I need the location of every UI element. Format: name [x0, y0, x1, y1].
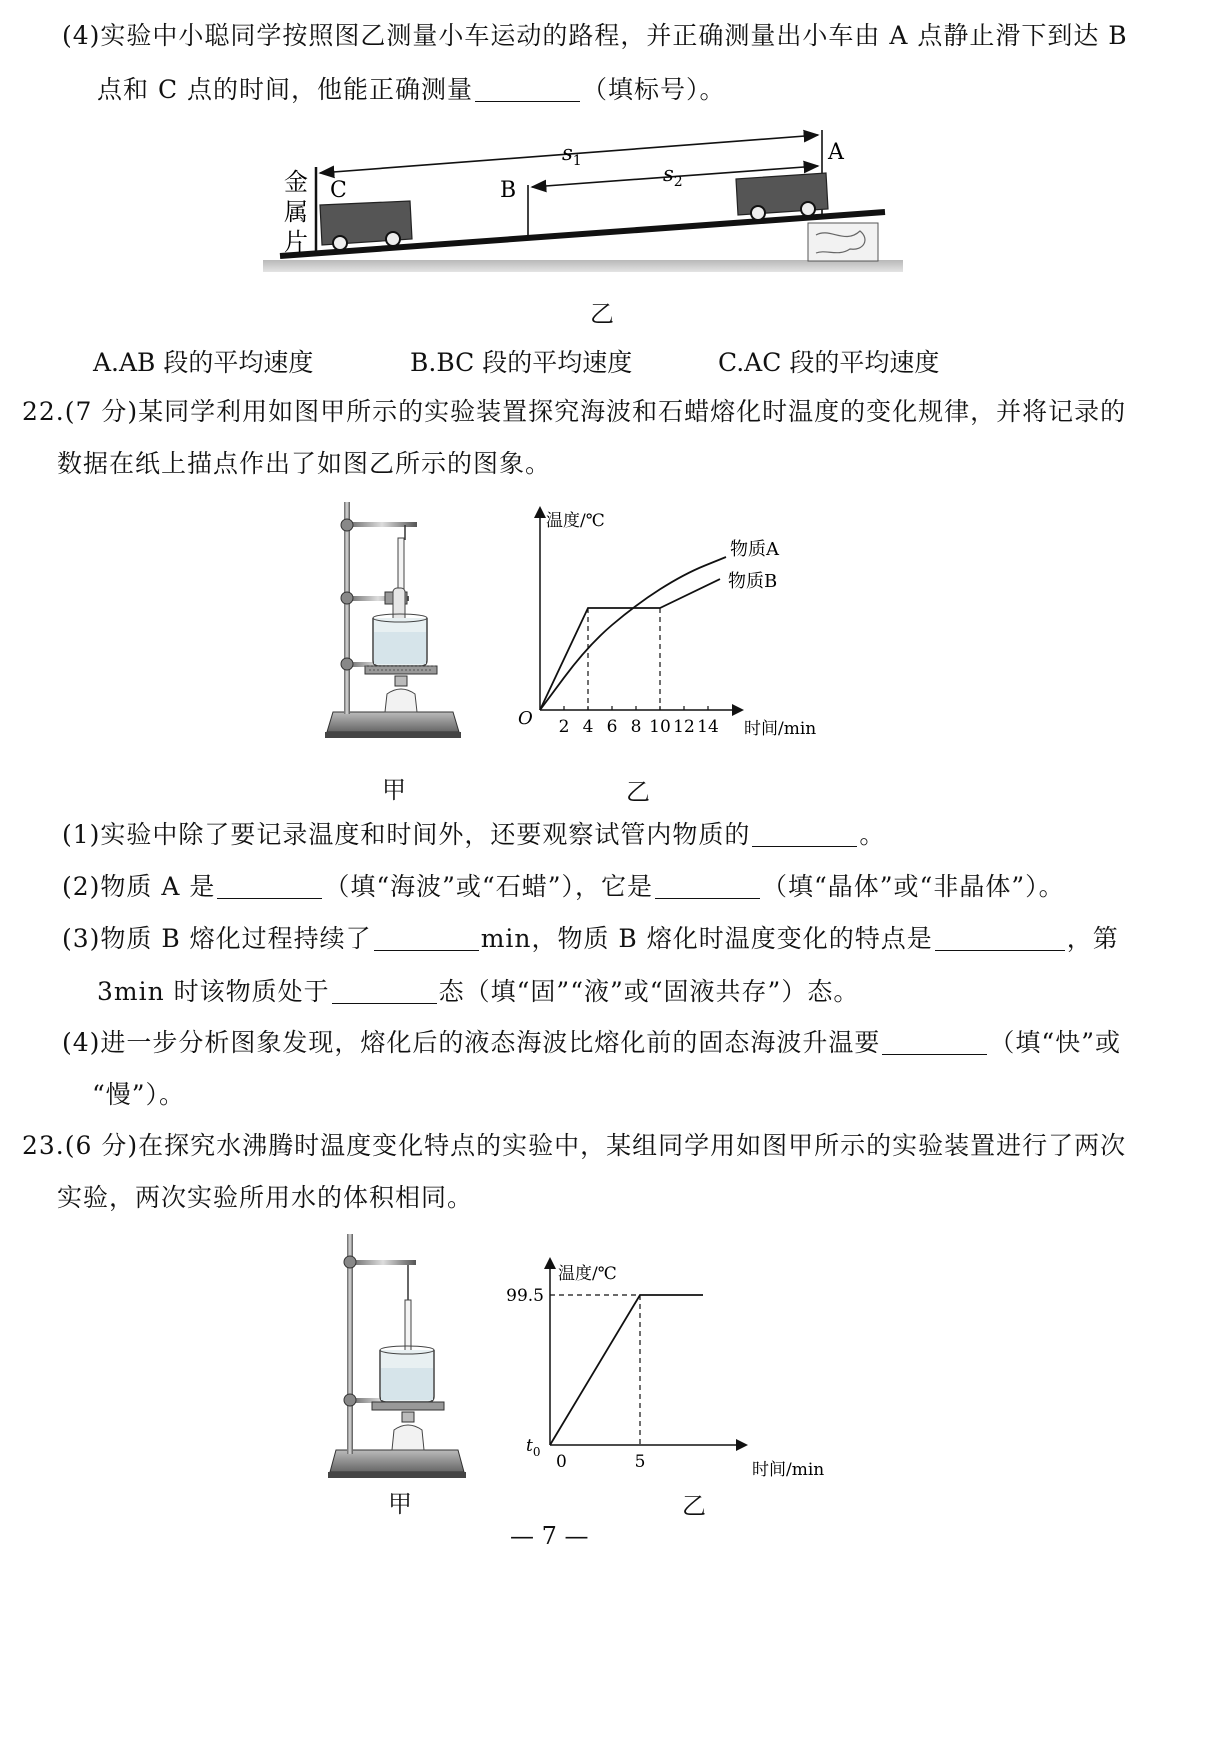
x-tick-label: 8 — [630, 717, 642, 737]
q21-4-line2-end: （填标号）。 — [582, 75, 726, 104]
x-tick-label: 12 — [673, 717, 695, 737]
q22-sub2 — [62, 869, 1065, 905]
metal-label-3: 片 — [284, 228, 308, 256]
support-block — [808, 223, 878, 261]
option-C[interactable]: C.AC 段的平均速度 — [718, 348, 940, 377]
car-at-A — [736, 173, 828, 220]
q22-sub4-text-a: (4)进一步分析图象发现，熔化后的液态海波比熔化前的固态海波升温要 — [62, 1028, 881, 1057]
car-at-C — [320, 201, 412, 250]
q21-4-line2-text: 点和 C 点的时间，他能正确测量 — [97, 75, 474, 104]
label-s2: $s_2$ — [663, 162, 683, 190]
answer-blank[interactable] — [752, 820, 857, 847]
q22-sub1-end: 。 — [859, 820, 886, 849]
q21-4-line1: (4)实验中小聪同学按照图乙测量小车运动的路程，并正确测量出小车由 A 点静止滑下到达 B — [62, 21, 1128, 50]
x-axis-label: 时间/min — [744, 719, 817, 739]
heating-apparatus-q23 — [328, 1232, 473, 1487]
option-B[interactable]: B.BC 段的平均速度 — [410, 348, 633, 377]
series-line-A — [540, 557, 726, 710]
q22-sub3 — [62, 921, 1119, 957]
q22-sub3-cont — [97, 974, 859, 1010]
q22-sub4-text-b: （填“快”或 — [989, 1028, 1121, 1057]
q22-sub1 — [62, 817, 885, 853]
incline-figure — [260, 125, 910, 285]
heating-apparatus-q22 — [325, 500, 465, 745]
y-tick-label-t0: $t_0$ — [526, 1436, 541, 1459]
series-line-B — [540, 579, 720, 710]
q22-sub4 — [62, 1025, 1121, 1061]
answer-blank[interactable] — [935, 924, 1065, 951]
label-s1: $s_1$ — [562, 141, 582, 169]
page-number: — 7 — — [510, 1522, 589, 1550]
boiling-chart — [506, 1255, 825, 1490]
x-axis-label: 时间/min — [752, 1460, 825, 1480]
label-C: C — [330, 178, 347, 203]
answer-blank[interactable] — [217, 872, 322, 899]
apparatus-caption-q22: 甲 — [382, 776, 406, 804]
answer-blank[interactable] — [882, 1028, 987, 1055]
metal-label-1: 金 — [284, 168, 308, 196]
series-line — [550, 1295, 703, 1445]
q22-stem-line1: 22.(7 分)某同学利用如图甲所示的实验装置探究海波和石蜡熔化时温度的变化规律，并将记录的 — [22, 397, 1127, 426]
label-A: A — [828, 140, 844, 165]
melting-chart — [510, 500, 817, 750]
figure-caption: 乙 — [590, 300, 614, 328]
q21-4-line2 — [97, 72, 726, 108]
chart-caption-q22: 乙 — [626, 778, 650, 806]
y-tick-label-99-5: 99.5 — [506, 1286, 544, 1306]
y-axis-label: 温度/℃ — [546, 511, 605, 531]
q22-sub4-cont: “慢”）。 — [92, 1080, 186, 1109]
q22-stem-line2: 数据在纸上描点作出了如图乙所示的图象。 — [57, 449, 552, 478]
x-tick-label-5: 5 — [634, 1452, 646, 1472]
x-tick-label: 10 — [649, 717, 671, 737]
q22-sub3-text-d: 3min 时该物质处于 — [97, 977, 330, 1006]
q22-sub2-text-b: （填“海波”或“石蜡”），它是 — [324, 872, 653, 901]
apparatus-caption-q23: 甲 — [388, 1490, 412, 1518]
answer-blank[interactable] — [655, 872, 760, 899]
answer-blank[interactable] — [374, 924, 479, 951]
q22-sub3-text-a: (3)物质 B 熔化过程持续了 — [62, 924, 372, 953]
ground — [263, 260, 903, 272]
option-A[interactable]: A.AB 段的平均速度 — [93, 348, 314, 377]
x-tick-label: 2 — [558, 717, 570, 737]
x-tick-label: 6 — [606, 717, 618, 737]
x-tick-label: 4 — [582, 717, 594, 737]
x-tick-label: 14 — [697, 717, 719, 737]
q22-sub3-text-b: min，物质 B 熔化时温度变化的特点是 — [480, 924, 933, 953]
answer-blank[interactable] — [475, 75, 580, 102]
answer-blank[interactable] — [332, 977, 437, 1004]
series-label-A: 物质A — [730, 539, 779, 560]
origin-label: O — [518, 708, 533, 729]
q23-stem-line2: 实验，两次实验所用水的体积相同。 — [57, 1183, 474, 1212]
label-B: B — [500, 178, 517, 203]
q23-stem-line1: 23.(6 分)在探究水沸腾时温度变化特点的实验中，某组同学用如图甲所示的实验装置进行了两次 — [22, 1131, 1127, 1160]
x-tick-label-0: 0 — [556, 1452, 567, 1472]
q22-sub1-text: (1)实验中除了要记录温度和时间外，还要观察试管内物质的 — [62, 820, 751, 849]
series-label-B: 物质B — [728, 571, 778, 593]
chart-caption-q23: 乙 — [682, 1492, 706, 1520]
q22-sub3-text-e: 态（填“固”“液”或“固液共存”）态。 — [438, 977, 860, 1006]
q22-sub2-text-c: （填“晶体”或“非晶体”）。 — [762, 872, 1065, 901]
q22-sub3-text-c: ，第 — [1066, 924, 1119, 953]
metal-label-2: 属 — [284, 198, 308, 226]
y-axis-label: 温度/℃ — [558, 1264, 617, 1284]
q22-sub2-text-a: (2)物质 A 是 — [62, 872, 216, 901]
